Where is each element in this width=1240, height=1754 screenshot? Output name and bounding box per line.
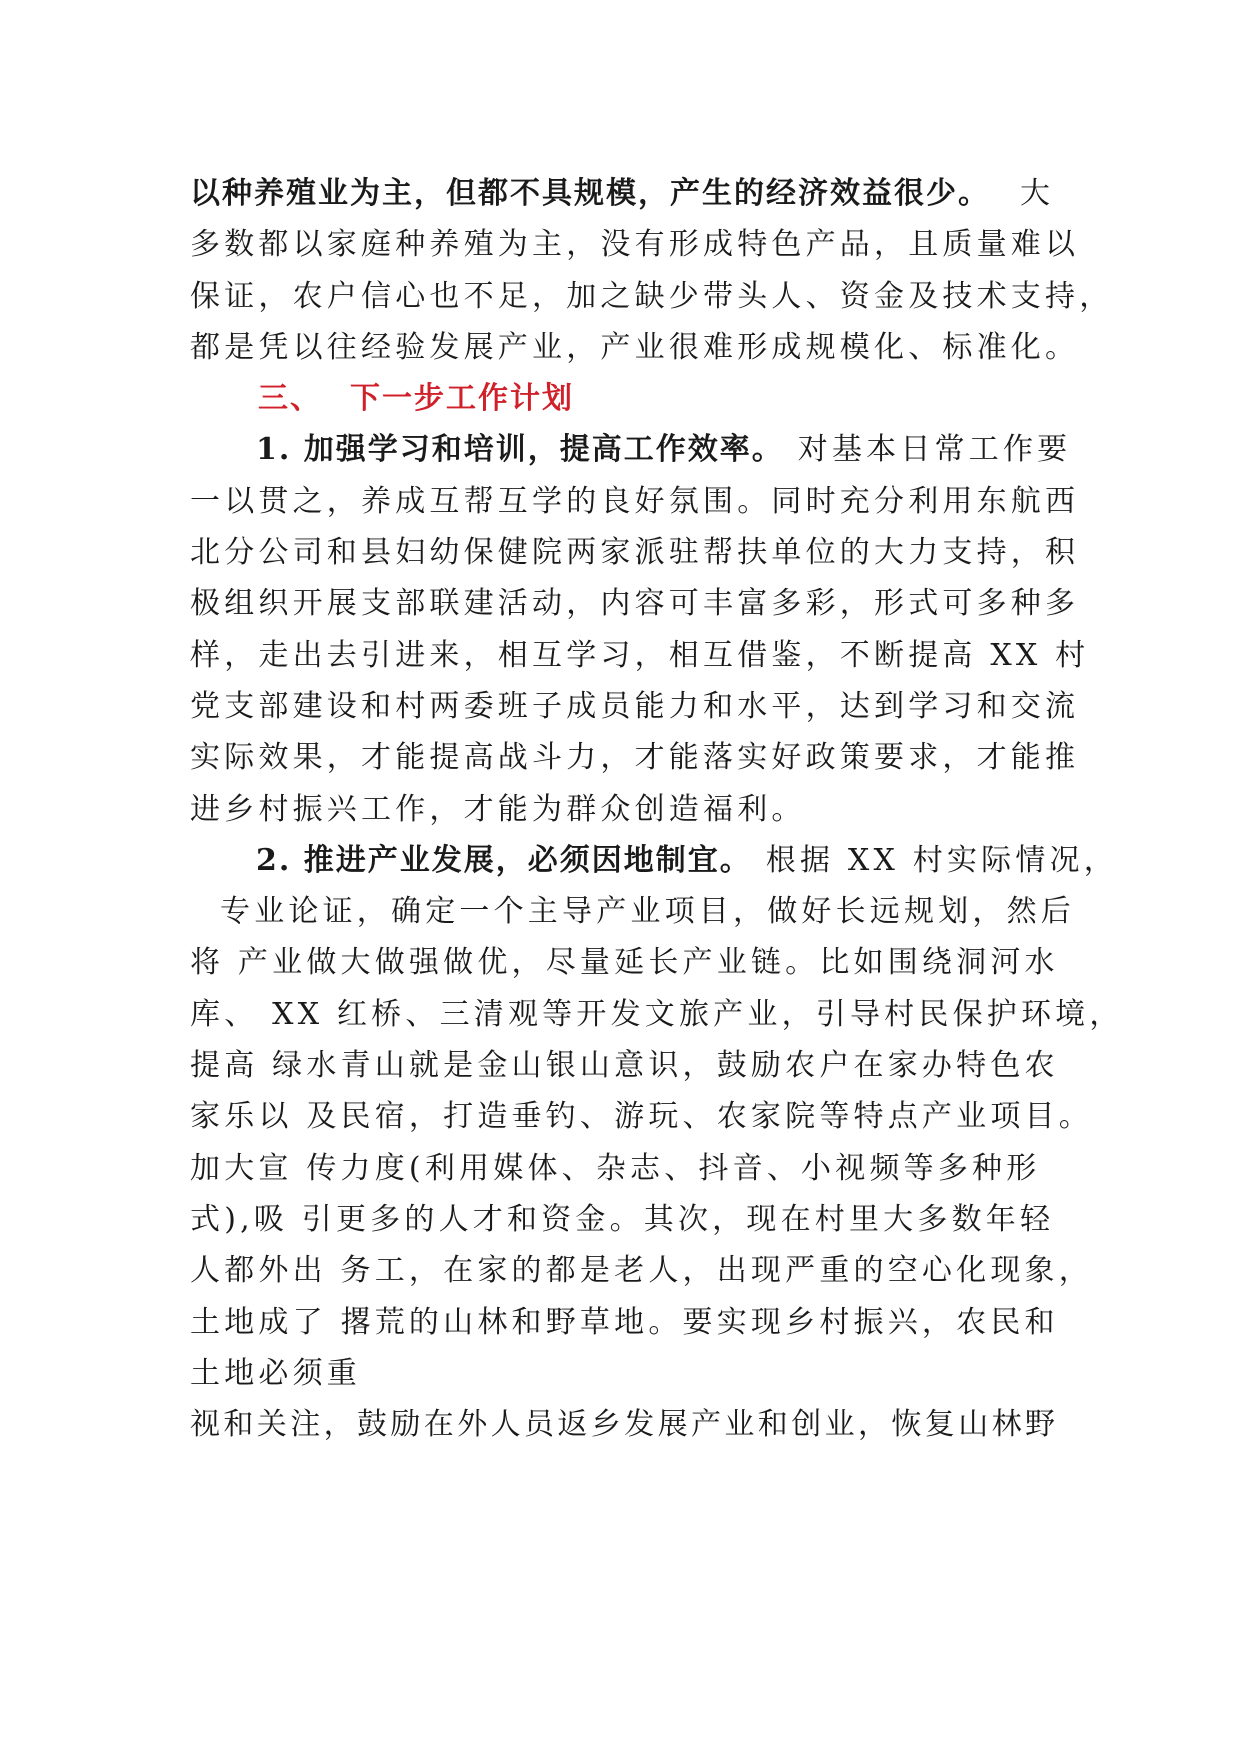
item2-line: 加大宣 传力度(利用媒体、杂志、抖音、小视频等多种形 [190,1150,1041,1186]
item1-line: 极组织开展支部联建活动，内容可丰富多彩，形式可多种多 [190,586,1080,622]
item2-line: 式),吸 引更多的人才和资金。其次，现在村里大多数年轻 [190,1201,1055,1237]
para1-line: 多数都以家庭种养殖为主，没有形成特色产品，且质量难以 [190,227,1080,263]
item2-line [190,835,1118,886]
document-body [190,168,1124,1450]
item2-line: 土地必须重 [190,1355,361,1391]
item2-line: 家乐以 及民宿，打造垂钓、游玩、农家院等特点产业项目。 [190,1099,1093,1135]
item2-line: 人都外出 务工，在家的都是老人，出现严重的空心化现象， [190,1253,1093,1289]
para1-line: 都是凭以往经验发展产业，产业很难形成规模化、标准化。 [190,329,1080,365]
item1-line: 北分公司和县妇幼保健院两家派驻帮扶单位的大力支持，积 [190,535,1080,571]
para1-bold-sentence: 以种养殖业为主，但都不具规模，产生的经济效益很少。 [190,176,990,211]
item1-line [190,424,1072,475]
item1-line: 党支部建设和村两委班子成员能力和水平，达到学习和交流 [190,688,1080,724]
item2-line: 视和关注，鼓励在外人员返乡发展产业和创业，恢复山林野 [190,1407,1059,1443]
item1-line: 一以贯之，养成互帮互学的良好氛围。同时充分利用东航西 [190,483,1080,519]
item1-line: 样，走出去引进来，相互学习，相互借鉴，不断提高 XX 村 [190,637,1090,673]
section-heading [190,373,1050,424]
item2-line: 库、 XX 红桥、三清观等开发文旅产业，引导村民保护环境， [190,996,1124,1032]
para1-line: 保证，农户信心也不足，加之缺少带头人、资金及技术支持， [190,278,1114,314]
item2-text: 根据 XX 村实际情况， [765,842,1118,878]
para1-text: 大 [1020,176,1055,211]
item2-heading: 2. 推进产业发展，必须因地制宜。 [256,842,752,878]
item1-heading: 1. 加强学习和培训，提高工作效率。 [256,432,784,468]
item2-line: 将 产业做大做强做优，尽量延长产业链。比如围绕洞河水 [190,945,1059,981]
item2-line: 提高 绿水青山就是金山银山意识，鼓励农户在家办特色农 [190,1048,1059,1084]
item2-line: 土地成了 撂荒的山林和野草地。要实现乡村振兴，农民和 [190,1304,1059,1340]
section-number: 三、 [258,381,322,417]
item2-line: 专业论证，确定一个主导产业项目，做好长远规划，然后 [220,894,1075,930]
para1-line [190,168,1055,219]
item1-line: 实际效果，才能提高战斗力，才能落实好政策要求，才能推 [190,740,1080,776]
item1-text: 对基本日常工作要 [797,432,1072,468]
section-title: 下一步工作计划 [350,381,574,417]
item1-line: 进乡村振兴工作，才能为群众创造福利。 [190,791,806,827]
